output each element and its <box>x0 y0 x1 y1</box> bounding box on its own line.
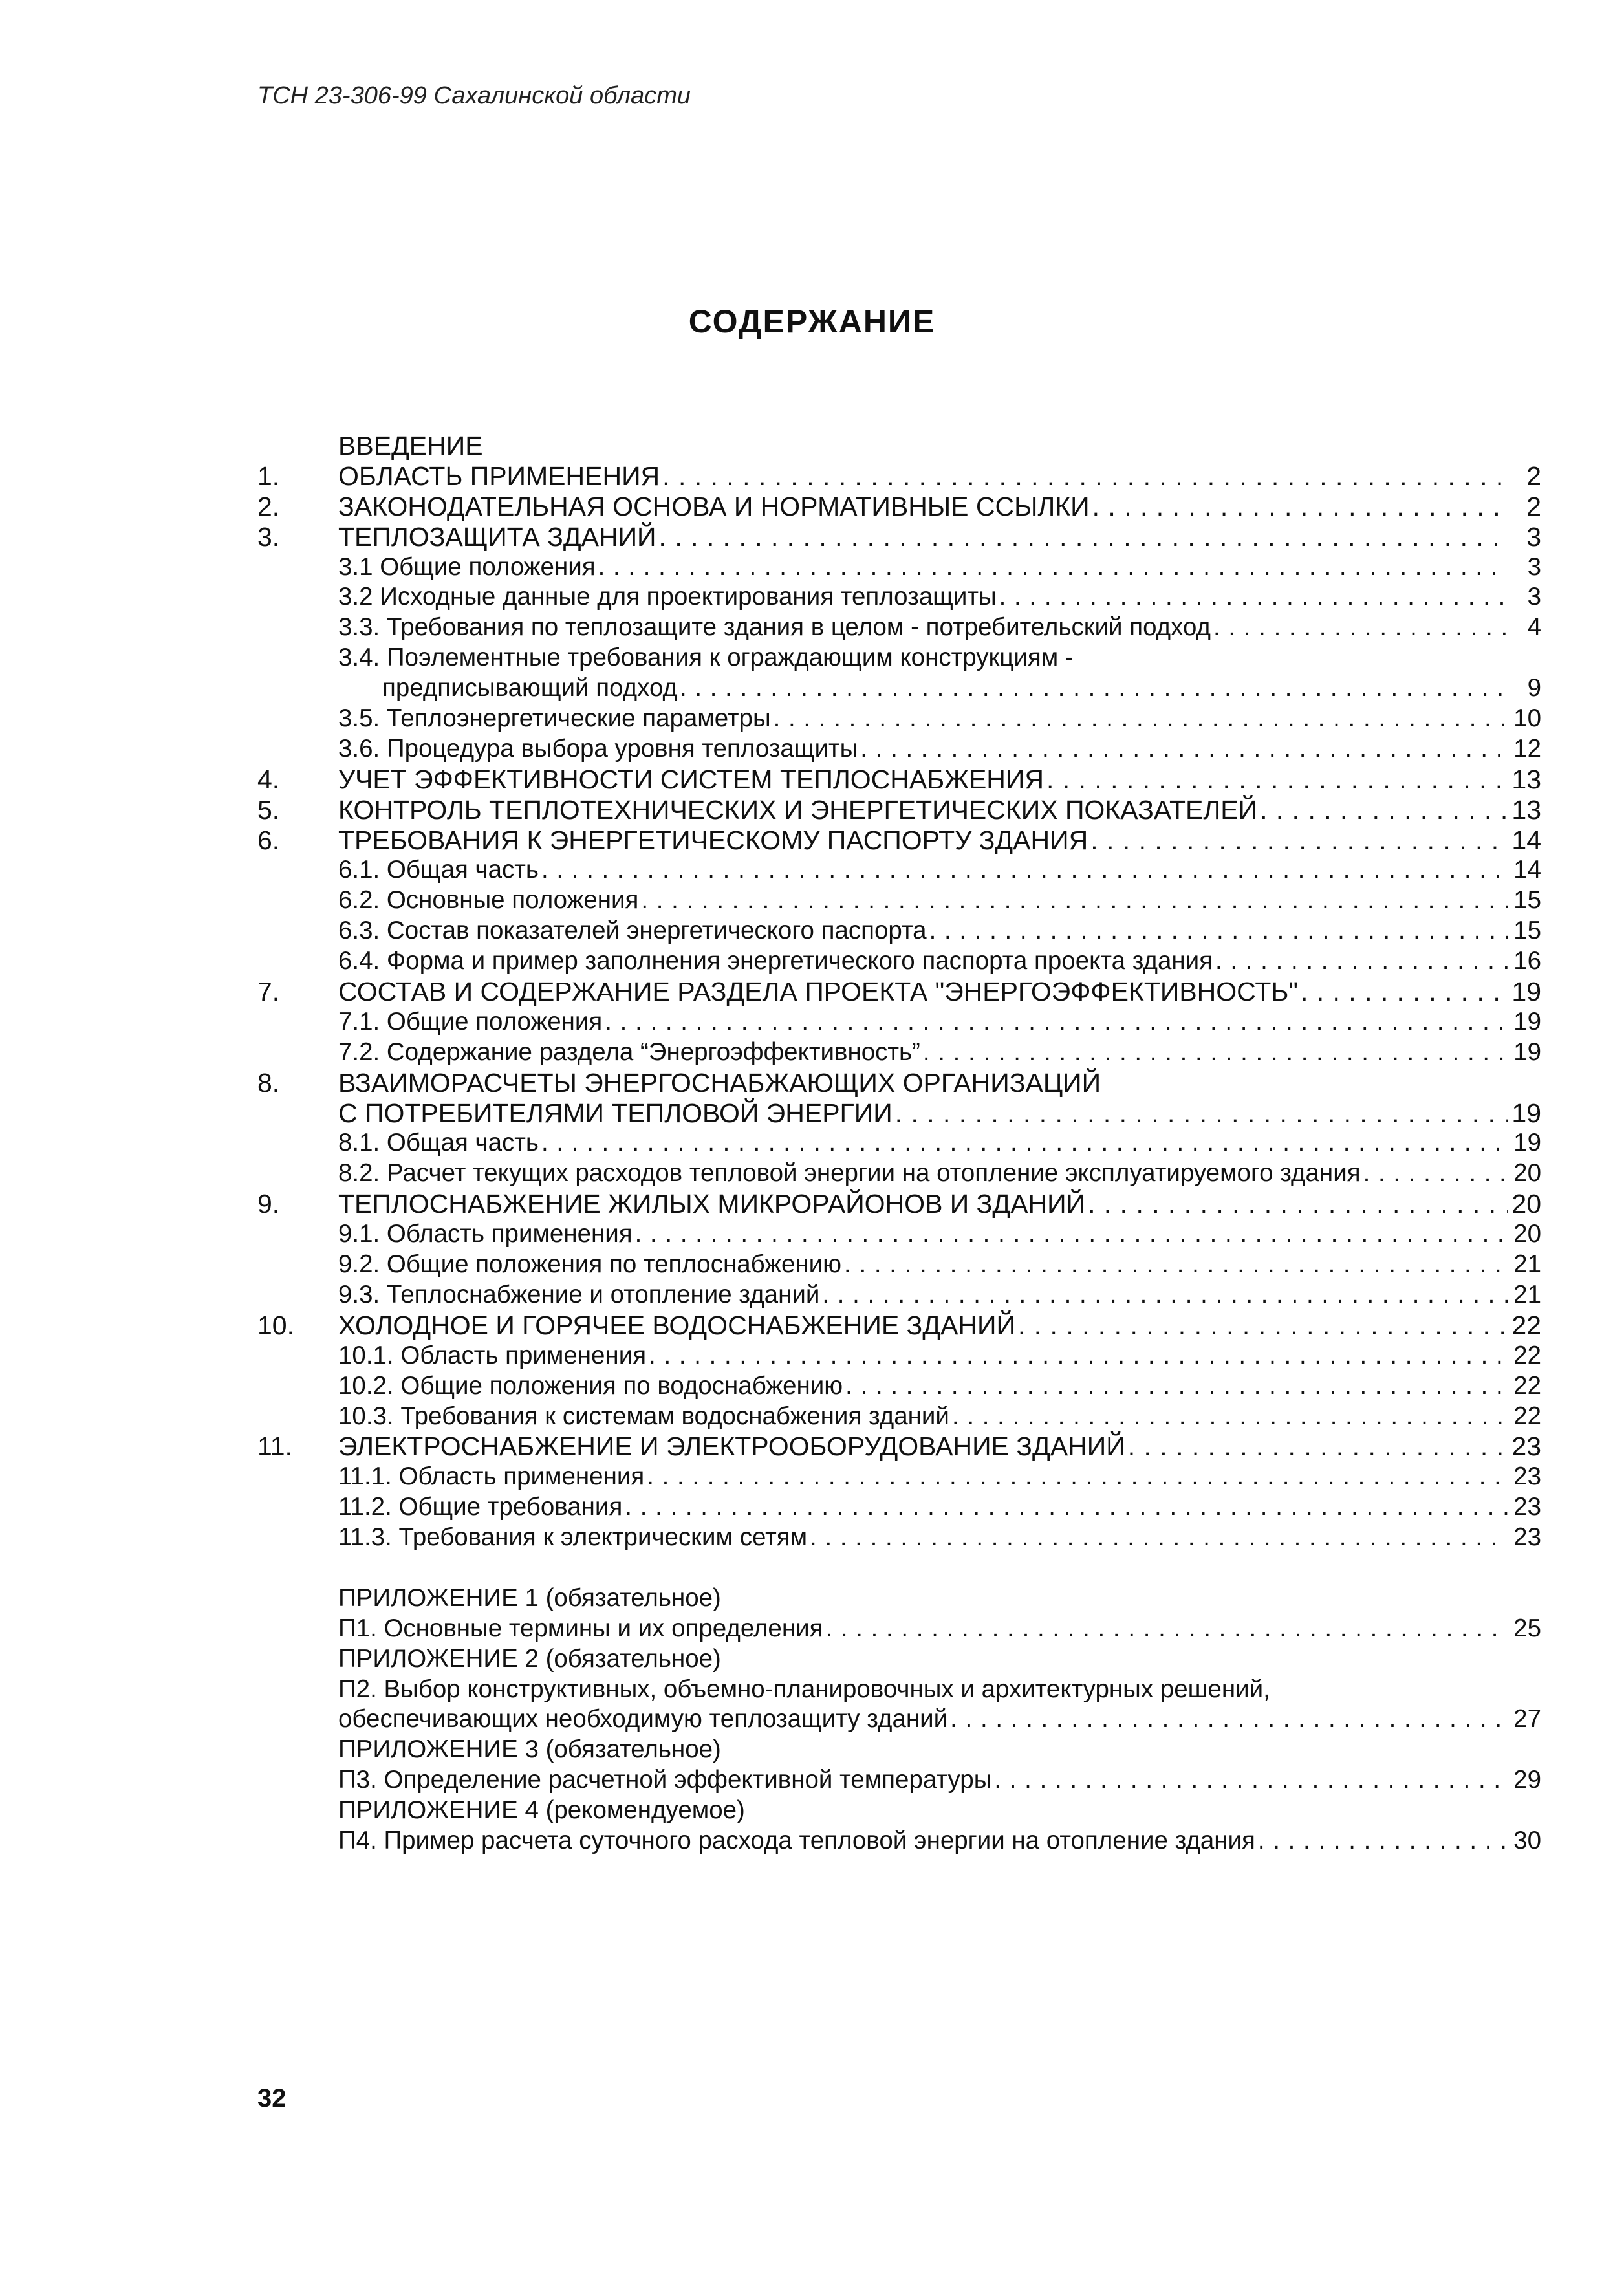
toc-entry-title: 3.3. Требования по теплозащите здания в целом - потребительский подход <box>338 613 1211 642</box>
toc-entry-title: 8.2. Расчет текущих расходов тепловой энергии на отопление эксплуатируемого здания <box>338 1159 1361 1188</box>
toc-leader-dots <box>1215 946 1508 977</box>
toc-leader-dots <box>1046 765 1508 795</box>
toc-entry-title: 10.2. Общие положения по водоснабжению <box>338 1371 843 1400</box>
toc-leader-dots <box>1363 1158 1508 1189</box>
toc-entry-number: 5. <box>257 794 280 825</box>
toc-entry-title: ПРИЛОЖЕНИЕ 1 (обязательное) <box>338 1583 721 1612</box>
toc-entry <box>257 1280 1541 1310</box>
toc-entry-number: 7. <box>257 977 280 1007</box>
toc-leader-dots <box>659 522 1508 552</box>
toc-entry-title: С ПОТРЕБИТЕЛЯМИ ТЕПЛОВОЙ ЭНЕРГИИ <box>338 1098 893 1128</box>
toc-entry <box>257 855 1541 886</box>
toc-entry-title: предписывающий подход <box>382 674 677 702</box>
toc-entry <box>257 1341 1541 1371</box>
toc-entry <box>257 1038 1541 1068</box>
toc-entry-title: ТЕПЛОЗАЩИТА ЗДАНИЙ <box>338 521 656 552</box>
toc-entry <box>257 1371 1541 1402</box>
toc-entry-body <box>338 946 1541 977</box>
toc-entry-body <box>338 1462 1541 1492</box>
toc-entry-page: 12 <box>1513 734 1541 763</box>
toc-entry-page: 29 <box>1513 1766 1541 1794</box>
page-title: СОДЕРЖАНИЕ <box>688 303 936 340</box>
toc-entry-page: 19 <box>1513 1038 1541 1066</box>
toc-entry-title: 7.2. Содержание раздела “Энергоэффективность” <box>338 1038 920 1066</box>
toc-entry-page: 10 <box>1513 704 1541 733</box>
toc-leader-dots <box>1092 492 1508 522</box>
toc-entry-page: 16 <box>1513 947 1541 975</box>
toc-entry-title: ХОЛОДНОЕ И ГОРЯЧЕЕ ВОДОСНАБЖЕНИЕ ЗДАНИЙ <box>338 1310 1015 1340</box>
toc-entry-body <box>338 795 1541 825</box>
toc-entry-body <box>338 704 1541 734</box>
toc-leader-dots <box>605 1007 1508 1038</box>
toc-entry-title: обеспечивающих необходимую теплозащиту зданий <box>338 1705 948 1733</box>
toc-entry-body <box>338 643 1541 673</box>
toc-leader-dots <box>844 1250 1508 1280</box>
toc-entry <box>257 704 1541 734</box>
toc-entry-title: 6.3. Состав показателей энергетического паспорта <box>338 917 927 945</box>
toc-entry-body <box>338 855 1541 886</box>
toc-leader-dots <box>1088 1189 1508 1219</box>
toc-leader-dots <box>822 1280 1508 1310</box>
toc-entry-page: 22 <box>1513 1371 1541 1400</box>
toc-leader-dots <box>598 552 1508 583</box>
toc-leader-dots <box>810 1523 1508 1553</box>
toc-entry-page: 22 <box>1513 1341 1541 1369</box>
toc-entry-body <box>338 886 1541 916</box>
page-number: 32 <box>257 2084 287 2113</box>
toc-entry-title: ПРИЛОЖЕНИЕ 4 (рекомендуемое) <box>338 1796 745 1825</box>
toc-entry-body <box>338 1614 1541 1644</box>
toc-leader-dots <box>541 1128 1508 1158</box>
toc-entry <box>257 1796 1541 1826</box>
toc-entry <box>257 1310 1541 1341</box>
toc-entry-title: 10.1. Область применения <box>338 1341 647 1369</box>
toc-entry-body <box>338 1644 1541 1675</box>
toc-leader-dots <box>929 916 1508 946</box>
toc-entry-number: 3. <box>257 521 280 552</box>
toc-entry-body <box>338 734 1541 765</box>
toc-entry-body <box>338 765 1541 795</box>
toc-entry <box>257 673 1541 704</box>
toc-leader-dots <box>662 461 1508 492</box>
toc-entry <box>257 1068 1541 1098</box>
toc-entry-title: П3. Определение расчетной эффективной температуры <box>338 1766 992 1794</box>
toc-entry-page: 21 <box>1513 1250 1541 1279</box>
toc-leader-dots <box>895 1098 1508 1129</box>
toc-entry-title: УЧЕТ ЭФФЕКТИВНОСТИ СИСТЕМ ТЕПЛОСНАБЖЕНИЯ <box>338 764 1044 794</box>
toc-entry-title: ВВЕДЕНИЕ <box>338 431 483 461</box>
toc-leader-dots <box>994 1765 1508 1796</box>
toc-entry <box>257 613 1541 643</box>
toc-entry-body <box>338 1765 1541 1796</box>
toc-entry <box>257 795 1541 825</box>
toc-entry-body <box>338 492 1541 522</box>
toc-entry <box>257 825 1541 856</box>
toc-leader-dots <box>647 1462 1508 1492</box>
toc-entry-title: 11.2. Общие требования <box>338 1493 623 1521</box>
toc-entry-body <box>338 1310 1541 1341</box>
toc-entry-page: 3 <box>1527 552 1541 581</box>
toc-entry-page: 14 <box>1513 856 1541 884</box>
toc-entry-page: 3 <box>1527 583 1541 611</box>
toc-entry-title: 6.4. Форма и пример заполнения энергетического паспорта проекта здания <box>338 947 1213 975</box>
toc-entry <box>257 977 1541 1007</box>
toc-entry-title: ОБЛАСТЬ ПРИМЕНЕНИЯ <box>338 461 660 491</box>
toc-entry-body <box>382 673 1541 704</box>
toc-spacer <box>257 1553 1541 1583</box>
toc-entry-body <box>338 1371 1541 1402</box>
toc-entry-page: 19 <box>1511 1098 1541 1128</box>
toc-leader-dots <box>1090 825 1508 856</box>
toc-leader-dots <box>635 1219 1508 1250</box>
toc-entry-number: 8. <box>257 1067 280 1098</box>
toc-entry-page: 19 <box>1511 977 1541 1007</box>
toc-entry <box>257 1765 1541 1796</box>
toc-entry-number: 1. <box>257 461 280 491</box>
toc-entry-title: 11.3. Требования к электрическим сетям <box>338 1523 808 1552</box>
toc-entry-body <box>338 1098 1541 1129</box>
toc-entry-page: 23 <box>1513 1523 1541 1552</box>
toc-entry-page: 23 <box>1511 1431 1541 1462</box>
toc-entry-title: ТЕПЛОСНАБЖЕНИЕ ЖИЛЫХ МИКРОРАЙОНОВ И ЗДАНИЙ <box>338 1189 1086 1219</box>
document-header: ТСН 23-306-99 Сахалинской области <box>257 82 691 109</box>
toc-entry-body <box>338 977 1541 1007</box>
toc-entry-body <box>338 1007 1541 1038</box>
toc-entry-title: 9.1. Область применения <box>338 1220 633 1248</box>
toc-entry-title: ЗАКОНОДАТЕЛЬНАЯ ОСНОВА И НОРМАТИВНЫЕ ССЫЛКИ <box>338 491 1090 521</box>
toc-entry-body <box>338 1492 1541 1523</box>
toc-entry <box>257 1523 1541 1553</box>
toc-entry-body <box>338 1735 1541 1765</box>
toc-leader-dots <box>923 1038 1508 1068</box>
toc-leader-dots <box>1260 795 1508 825</box>
toc-leader-dots <box>952 1402 1508 1432</box>
toc-entry <box>257 1492 1541 1523</box>
toc-entry-title: 7.1. Общие положения <box>338 1007 603 1036</box>
toc-leader-dots <box>1128 1431 1508 1462</box>
toc-entry-body <box>338 522 1541 552</box>
toc-entry-body <box>338 1583 1541 1614</box>
toc-entry <box>257 1189 1541 1219</box>
toc-entry <box>257 734 1541 765</box>
toc-entry-body <box>338 1158 1541 1189</box>
toc-entry-page: 30 <box>1513 1826 1541 1854</box>
toc-leader-dots <box>1018 1310 1508 1341</box>
toc-entry <box>257 946 1541 977</box>
toc-leader-dots <box>1258 1826 1508 1856</box>
toc-entry-title: 3.6. Процедура выбора уровня теплозащиты <box>338 734 858 763</box>
toc-entry <box>257 492 1541 522</box>
toc-entry-page: 2 <box>1526 461 1541 491</box>
toc-entry-page: 20 <box>1513 1220 1541 1248</box>
toc-entry <box>257 1402 1541 1432</box>
toc-entry-title: 3.4. Поэлементные требования к ограждающим конструкциям - <box>338 644 1074 672</box>
toc-entry-page: 9 <box>1527 674 1541 702</box>
toc-entry-body <box>338 1280 1541 1310</box>
toc-entry-title: 9.3. Теплоснабжение и отопление зданий <box>338 1280 820 1309</box>
toc-leader-dots <box>541 855 1508 886</box>
toc-entry-title: 9.2. Общие положения по теплоснабжению <box>338 1250 842 1279</box>
toc-entry <box>257 1128 1541 1158</box>
toc-entry <box>257 1219 1541 1250</box>
toc-entry-page: 23 <box>1513 1462 1541 1491</box>
toc-entry-body <box>338 1826 1541 1856</box>
toc-entry-body <box>338 1796 1541 1826</box>
toc-entry <box>257 522 1541 552</box>
toc-entry <box>257 1007 1541 1038</box>
toc-entry-title: П1. Основные термины и их определения <box>338 1614 823 1642</box>
toc-entry-page: 14 <box>1511 825 1541 855</box>
toc-leader-dots <box>999 582 1508 613</box>
toc-leader-dots <box>825 1614 1508 1644</box>
toc-entry-body <box>338 1402 1541 1432</box>
toc-entry-body <box>338 1219 1541 1250</box>
toc-leader-dots <box>1213 613 1508 643</box>
toc-entry-title: 3.5. Теплоэнергетические параметры <box>338 704 771 733</box>
toc-entry-body <box>338 825 1541 856</box>
toc-entry-title: ПРИЛОЖЕНИЕ 2 (обязательное) <box>338 1644 721 1673</box>
toc-entry-title: 6.2. Основные положения <box>338 886 639 915</box>
toc-entry <box>257 1735 1541 1765</box>
toc-entry-title: 11.1. Область применения <box>338 1462 645 1491</box>
toc-entry-body <box>338 1250 1541 1280</box>
toc-entry <box>257 643 1541 673</box>
toc-entry-title: П4. Пример расчета суточного расхода тепловой энергии на отопление здания <box>338 1826 1255 1854</box>
toc-entry-body <box>338 1675 1541 1705</box>
toc-entry-page: 13 <box>1511 794 1541 825</box>
toc-entry-body <box>338 1523 1541 1553</box>
toc-entry-title: ЭЛЕКТРОСНАБЖЕНИЕ И ЭЛЕКТРООБОРУДОВАНИЕ ЗДАНИЙ <box>338 1431 1125 1462</box>
toc-entry-title: П2. Выбор конструктивных, объемно-планировочных и архитектурных решений, <box>338 1675 1270 1703</box>
toc-entry <box>257 1462 1541 1492</box>
toc-entry-page: 27 <box>1513 1705 1541 1733</box>
toc-entry <box>257 552 1541 583</box>
toc-entry <box>257 1675 1541 1705</box>
toc-entry-page: 3 <box>1526 521 1541 552</box>
toc-entry-page: 22 <box>1511 1310 1541 1340</box>
toc-leader-dots <box>680 673 1508 704</box>
toc-entry-body <box>338 1189 1541 1219</box>
toc-entry-page: 20 <box>1513 1159 1541 1188</box>
toc-entry <box>257 1431 1541 1462</box>
toc-leader-dots <box>845 1371 1508 1402</box>
toc-entry <box>257 1644 1541 1675</box>
toc-entry-number: 4. <box>257 764 280 794</box>
toc-entry-body <box>338 1068 1541 1098</box>
toc-entry-body <box>338 916 1541 946</box>
toc-entry-body <box>338 1431 1541 1462</box>
toc-entry <box>257 916 1541 946</box>
toc-entry-title: 3.1 Общие положения <box>338 552 596 581</box>
toc-entry-title: КОНТРОЛЬ ТЕПЛОТЕХНИЧЕСКИХ И ЭНЕРГЕТИЧЕСКИХ ПОКАЗАТЕЛЕЙ <box>338 794 1258 825</box>
toc-entry <box>257 1098 1541 1129</box>
toc-leader-dots <box>625 1492 1508 1523</box>
toc-entry-page: 25 <box>1513 1614 1541 1642</box>
table-of-contents <box>257 431 1541 1856</box>
toc-entry <box>257 1583 1541 1614</box>
toc-entry-title: 6.1. Общая часть <box>338 856 539 884</box>
toc-entry-body <box>338 1341 1541 1371</box>
toc-entry-page: 20 <box>1511 1189 1541 1219</box>
toc-entry-number: 9. <box>257 1189 280 1219</box>
toc-entry-page: 15 <box>1513 917 1541 945</box>
toc-entry <box>257 461 1541 492</box>
toc-entry <box>257 1250 1541 1280</box>
toc-entry-body <box>338 552 1541 583</box>
toc-entry <box>257 1826 1541 1856</box>
toc-entry <box>257 431 1541 461</box>
toc-entry-title: ПРИЛОЖЕНИЕ 3 (обязательное) <box>338 1735 721 1764</box>
toc-leader-dots <box>774 704 1508 734</box>
toc-entry-page: 23 <box>1513 1493 1541 1521</box>
toc-entry-title: 3.2 Исходные данные для проектирования теплозащиты <box>338 583 997 611</box>
toc-entry-title: ТРЕБОВАНИЯ К ЭНЕРГЕТИЧЕСКОМУ ПАСПОРТУ ЗДАНИЯ <box>338 825 1088 855</box>
toc-entry-title: ВЗАИМОРАСЧЕТЫ ЭНЕРГОСНАБЖАЮЩИХ ОРГАНИЗАЦИЙ <box>338 1067 1101 1098</box>
toc-entry <box>257 886 1541 916</box>
toc-entry-page: 4 <box>1527 613 1541 642</box>
toc-entry <box>257 765 1541 795</box>
toc-entry-page: 22 <box>1513 1402 1541 1430</box>
toc-entry-title: 8.1. Общая часть <box>338 1129 539 1157</box>
toc-entry-body <box>338 1704 1541 1735</box>
toc-entry <box>257 1158 1541 1189</box>
toc-entry-number: 11. <box>257 1431 292 1462</box>
toc-leader-dots <box>1301 977 1508 1007</box>
toc-entry-body <box>338 582 1541 613</box>
toc-entry-page: 15 <box>1513 886 1541 915</box>
toc-entry-title: 10.3. Требования к системам водоснабжения зданий <box>338 1402 949 1430</box>
toc-entry-page: 2 <box>1526 491 1541 521</box>
toc-entry-body <box>338 613 1541 643</box>
toc-entry <box>257 1704 1541 1735</box>
toc-entry-page: 21 <box>1513 1280 1541 1309</box>
toc-entry-number: 6. <box>257 825 280 855</box>
toc-entry-number: 2. <box>257 491 280 521</box>
toc-leader-dots <box>649 1341 1508 1371</box>
toc-entry-body <box>338 431 1541 461</box>
toc-entry <box>257 1614 1541 1644</box>
toc-leader-dots <box>860 734 1508 765</box>
toc-leader-dots <box>950 1704 1508 1735</box>
toc-entry-page: 19 <box>1513 1007 1541 1036</box>
toc-entry-body <box>338 1038 1541 1068</box>
toc-entry-title: СОСТАВ И СОДЕРЖАНИЕ РАЗДЕЛА ПРОЕКТА "ЭНЕРГОЭФФЕКТИВНОСТЬ" <box>338 977 1298 1007</box>
toc-entry-page: 13 <box>1511 764 1541 794</box>
toc-entry-body <box>338 461 1541 492</box>
toc-entry <box>257 582 1541 613</box>
toc-entry-body <box>338 1128 1541 1158</box>
toc-entry-page: 19 <box>1513 1129 1541 1157</box>
toc-leader-dots <box>641 886 1508 916</box>
toc-entry-number: 10. <box>257 1310 294 1340</box>
